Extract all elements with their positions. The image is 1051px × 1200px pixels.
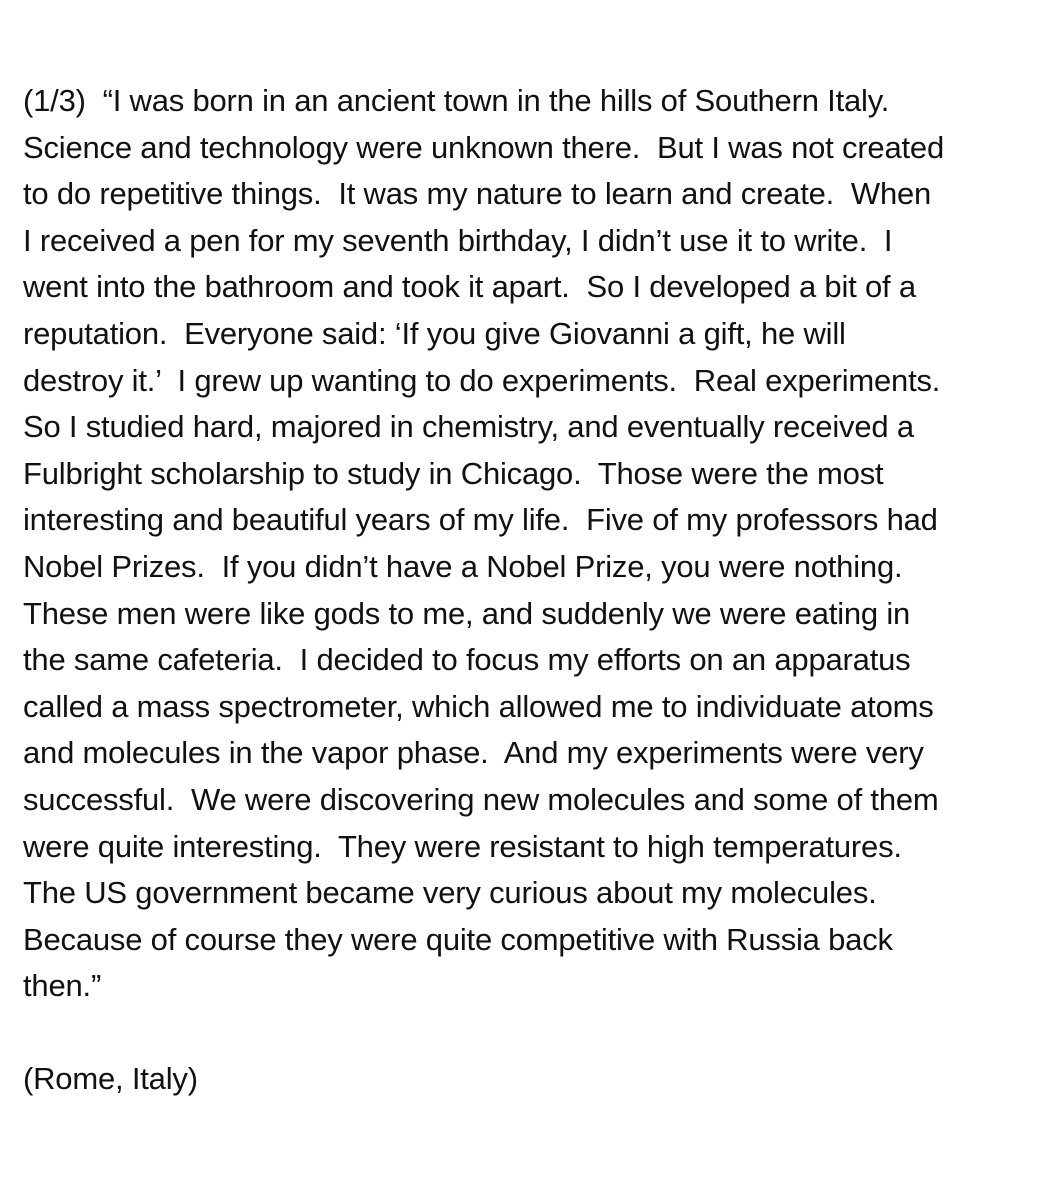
quote-line: The US government became very curious about my molecules. — [23, 875, 877, 911]
quote-line: successful. We were discovering new molecules and some of them — [23, 781, 939, 817]
quote-text — [23, 78, 1043, 1103]
quote-line: reputation. Everyone said: ‘If you give Giovanni a gift, he will — [23, 315, 846, 351]
location-caption: (Rome, Italy) — [23, 1061, 198, 1097]
quote-line: to do repetitive things. It was my nature to learn and create. When — [23, 176, 932, 212]
quote-line: Fulbright scholarship to study in Chicago. Those were the most — [23, 455, 884, 491]
quote-line: went into the bathroom and took it apart. So I developed a bit of a — [23, 269, 916, 305]
quote-line: Nobel Prizes. If you didn’t have a Nobel Prize, you were nothing. — [23, 548, 903, 584]
quote-line: These men were like gods to me, and suddenly we were eating in — [23, 595, 911, 631]
paragraph-spacer — [23, 1010, 1043, 1057]
quote-line: I received a pen for my seventh birthday, I didn’t use it to write. I — [23, 222, 893, 258]
quote-line: then.” — [23, 968, 102, 1004]
quote-line: called a mass spectrometer, which allowed me to individuate atoms — [23, 688, 934, 724]
quote-line: Science and technology were unknown there. But I was not created — [23, 129, 945, 165]
quote-line: were quite interesting. They were resistant to high temperatures. — [23, 828, 902, 864]
quote-line: and molecules in the vapor phase. And my experiments were very — [23, 735, 924, 771]
quote-line: (1/3) “I was born in an ancient town in the hills of Southern Italy. — [23, 83, 890, 118]
quote-line: destroy it.’ I grew up wanting to do experiments. Real experiments. — [23, 362, 941, 398]
quote-line: So I studied hard, majored in chemistry, and eventually received a — [23, 409, 914, 445]
quote-line: interesting and beautiful years of my life. Five of my professors had — [23, 502, 938, 538]
quote-line: Because of course they were quite competitive with Russia back — [23, 921, 893, 957]
quote-line: the same cafeteria. I decided to focus my efforts on an apparatus — [23, 642, 911, 678]
